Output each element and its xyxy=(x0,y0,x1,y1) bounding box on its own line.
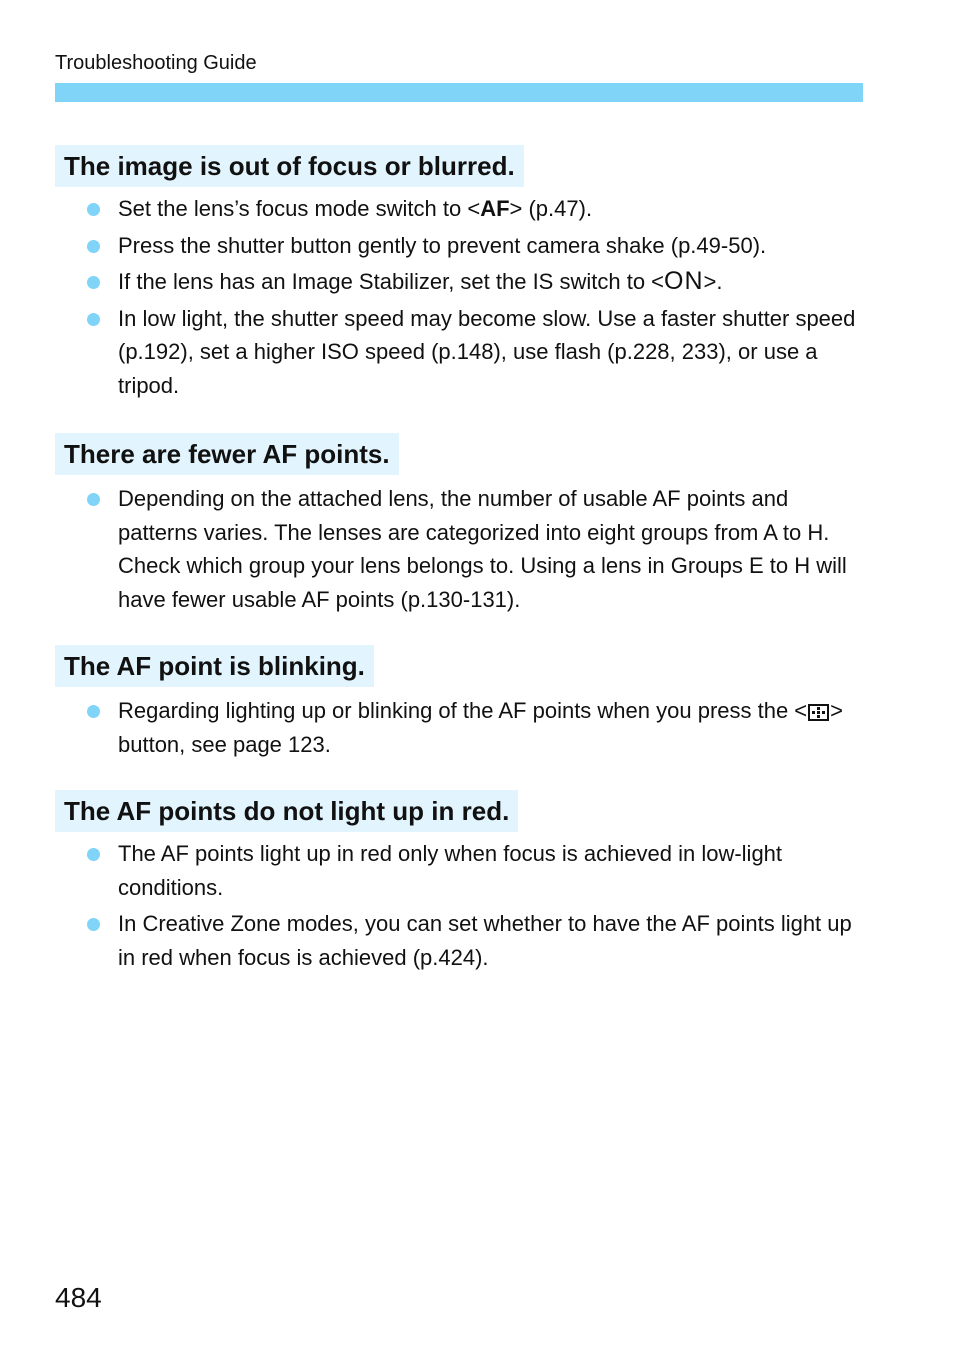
section-title: The image is out of focus or blurred. xyxy=(55,145,524,187)
section-af-point-blinking xyxy=(55,645,865,761)
section-title: The AF point is blinking. xyxy=(55,645,374,687)
bullet-icon xyxy=(87,203,100,216)
list-item: The AF points light up in red only when focus is achieved in low-light conditions. xyxy=(55,837,863,904)
section-title: There are fewer AF points. xyxy=(55,433,399,475)
bullet-list xyxy=(55,837,865,974)
list-item: Depending on the attached lens, the number of usable AF points and patterns varies. The lenses are categorized into eight groups from A to H. Check which group your lens belongs to. Using a lens in Groups E to H will have fewer usable AF points (p.130-131). xyxy=(55,482,863,616)
bullet-icon xyxy=(87,705,100,718)
section-title: The AF points do not light up in red. xyxy=(55,790,518,832)
bullet-list xyxy=(55,694,865,761)
af-point-selection-icon xyxy=(808,704,829,721)
header-accent-bar xyxy=(55,83,863,102)
bullet-icon xyxy=(87,918,100,931)
bullet-list xyxy=(55,192,865,402)
on-switch-glyph: ON xyxy=(664,267,704,295)
running-head-title: Troubleshooting Guide xyxy=(55,52,257,74)
section-fewer-af-points xyxy=(55,433,865,616)
list-item: Press the shutter button gently to prevent camera shake (p.49-50). xyxy=(55,229,863,263)
bullet-icon xyxy=(87,276,100,289)
bullet-list xyxy=(55,482,865,616)
af-mode-glyph: AF xyxy=(480,196,510,221)
list-item: In Creative Zone modes, you can set whether to have the AF points light up in red when focus is achieved (p.424). xyxy=(55,907,863,974)
bullet-icon xyxy=(87,313,100,326)
list-item: Set the lens’s focus mode switch to <AF> (p.47). xyxy=(55,192,863,226)
bullet-icon xyxy=(87,240,100,253)
bullet-icon xyxy=(87,848,100,861)
section-af-points-not-red xyxy=(55,790,865,974)
list-item: Regarding lighting up or blinking of the AF points when you press the < > button, see page 123. xyxy=(55,694,863,761)
bullet-icon xyxy=(87,493,100,506)
page-number: 484 xyxy=(55,1282,102,1313)
list-item: In low light, the shutter speed may become slow. Use a faster shutter speed (p.192), set a higher ISO speed (p.148), use flash (p.228, 233), or use a tripod. xyxy=(55,302,863,403)
section-out-of-focus xyxy=(55,145,865,402)
list-item: If the lens has an Image Stabilizer, set the IS switch to <ON>. xyxy=(55,265,863,299)
